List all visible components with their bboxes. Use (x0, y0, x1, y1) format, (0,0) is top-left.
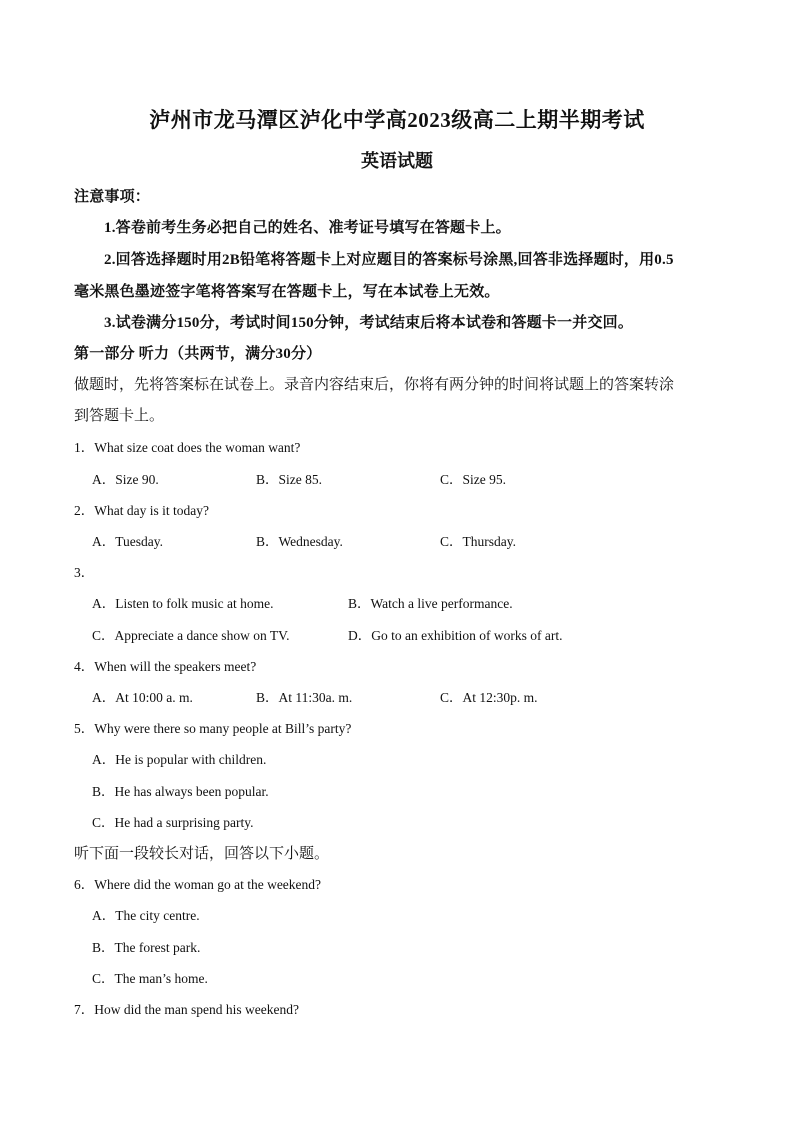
question-3-option-c: C．Appreciate a dance show on TV. (92, 628, 290, 643)
question-6-option-b: B．The forest park. (92, 940, 201, 955)
question-1: 1．What size coat does the woman want? (74, 440, 301, 455)
question-3: 3． (74, 565, 95, 580)
question-1-option-c: C．Size 95. (440, 472, 506, 487)
question-4-option-b: B．At 11:30a. m. (256, 690, 353, 705)
notice-item-3: 3.试卷满分150分，考试时间150分钟，考试结束后将本试卷和答题卡一并交回。 (104, 315, 634, 331)
question-2: 2．What day is it today? (74, 503, 209, 518)
section-1-heading: 第一部分 听力（共两节，满分30分） (74, 346, 322, 362)
question-4-option-c: C．At 12:30p. m. (440, 690, 538, 705)
question-6-option-a: A．The city centre. (92, 908, 200, 923)
section-1-instruction-line-2: 到答题卡上。 (74, 408, 165, 424)
question-4: 4．When will the speakers meet? (74, 659, 257, 674)
notice-item-2-line-2: 毫米黑色墨迹签字笔将答案写在答题卡上，写在本试卷上无效。 (74, 284, 500, 300)
notice-item-2-line-1: 2.回答选择题时用2B铅笔将答题卡上对应题目的答案标号涂黑,回答非选择题时，用0.5 (104, 252, 674, 268)
section-1-instruction-line-1: 做题时，先将答案标在试卷上。录音内容结束后，你将有两分钟的时间将试题上的答案转涂 (74, 377, 675, 393)
question-4-option-a: A．At 10:00 a. m. (92, 690, 193, 705)
question-2-option-c: C．Thursday. (440, 534, 516, 549)
question-2-option-a: A．Tuesday. (92, 534, 164, 549)
question-1-option-b: B．Size 85. (256, 472, 322, 487)
question-5-option-b: B．He has always been popular. (92, 784, 269, 799)
notice-item-1: 1.答卷前考生务必把自己的姓名、准考证号填写在答题卡上。 (104, 220, 511, 236)
exam-title: 泸州市龙马潭区泸化中学高2023级高二上期半期考试 (149, 108, 645, 132)
exam-subtitle: 英语试题 (361, 151, 433, 171)
question-2-option-b: B．Wednesday. (256, 534, 343, 549)
question-7: 7．How did the man spend his weekend? (74, 1002, 299, 1017)
question-5: 5．Why were there so many people at Bill’s party? (74, 721, 352, 736)
question-6-option-c: C．The man’s home. (92, 971, 208, 986)
question-1-option-a: A．Size 90. (92, 472, 159, 487)
question-5-option-a: A．He is popular with children. (92, 752, 267, 767)
question-3-option-a: A．Listen to folk music at home. (92, 596, 274, 611)
question-3-option-b: B．Watch a live performance. (348, 596, 513, 611)
question-5-option-c: C．He had a surprising party. (92, 815, 254, 830)
question-3-option-d: D．Go to an exhibition of works of art. (348, 628, 563, 643)
long-dialogue-instruction: 听下面一段较长对话，回答以下小题。 (74, 846, 330, 862)
notice-heading: 注意事项： (74, 189, 151, 205)
question-6: 6．Where did the woman go at the weekend? (74, 877, 322, 892)
